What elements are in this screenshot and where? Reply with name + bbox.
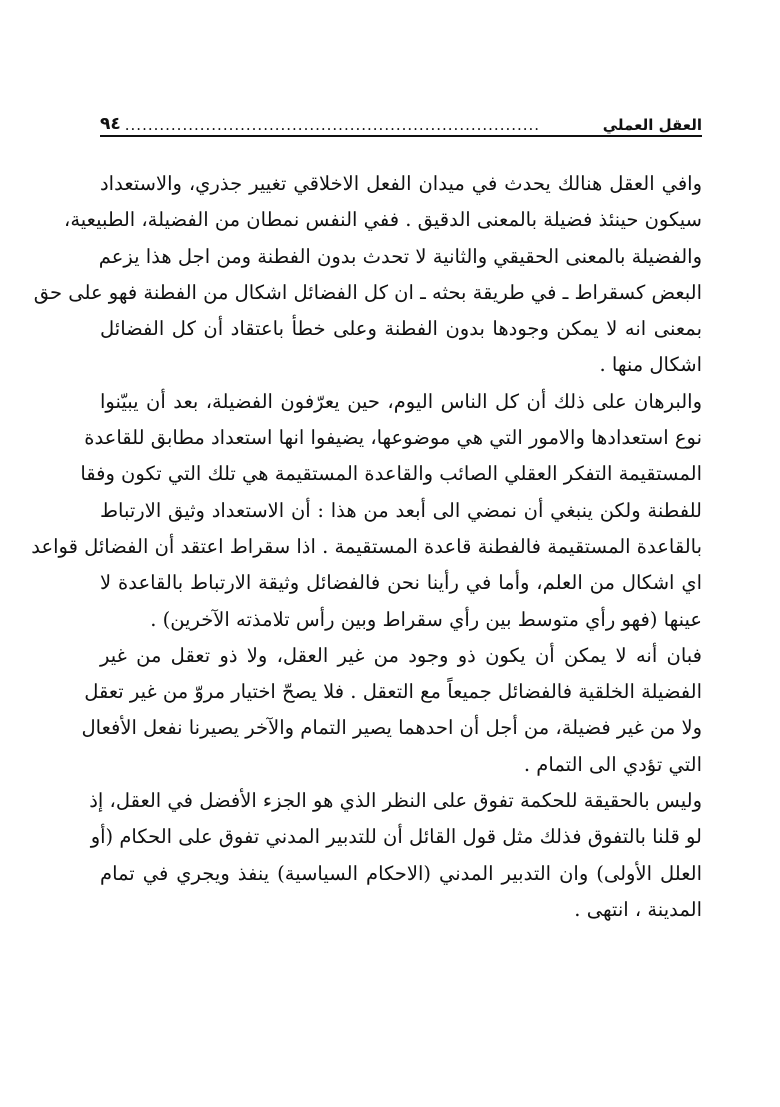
paragraph xyxy=(89,783,702,928)
text-line: الفضيلة الخلقية فالفضائل جميعاً مع التعقل . فلا يصحّ اختيار مروّ من غير تعقل xyxy=(84,680,702,704)
text-line: نوع استعدادها والامور التي هي موضوعها، يضيفوا انها استعداد مطابق للقاعدة xyxy=(84,426,702,450)
paragraph xyxy=(81,638,702,783)
text-line: بمعنى انه لا يمكن وجودها بدون الفطنة وعلى خطأ باعتقاد أن كل الفضائل xyxy=(100,317,702,341)
text-line: البعض كسقراط ـ في طريقة بحثه ـ ان كل الفضائل اشكال من الفطنة فهو على حق xyxy=(33,280,702,304)
header-rule xyxy=(100,135,702,137)
text-line: بالقاعدة المستقيمة فالفطنة قاعدة المستقيمة . اذا سقراط اعتقد أن الفضائل قواعد xyxy=(31,534,702,558)
text-line: اي اشكال من العلم، وأما في رأينا نحن فالفضائل وثيقة الارتباط بالقاعدة لا xyxy=(100,571,702,595)
text-line: اشكال منها . xyxy=(599,353,702,377)
paragraph xyxy=(33,166,702,384)
text-line: عينها (فهو رأي متوسط بين رأي سقراط وبين رأس تلامذته الآخرين) . xyxy=(150,607,702,631)
leader-dots: ........................................................................ xyxy=(124,116,541,134)
text-line: ولا من غير فضيلة، من أجل أن احدهما يصير التمام والآخر يصيرنا نفعل الأفعال xyxy=(81,716,702,740)
text-line: التي تؤدي الى التمام . xyxy=(523,752,702,776)
text-line: وليس بالحقيقة للحكمة تفوق على النظر الذي هو الجزء الأفضل في العقل، إذ xyxy=(89,789,702,813)
text-line: العلل الأولى) وان التدبير المدني (الاحكام السياسية) ينفذ ويجري في تمام xyxy=(100,861,702,885)
running-head xyxy=(100,104,702,134)
page-number: ٩٤ xyxy=(100,114,121,134)
text-line: وافي العقل هنالك يحدث في ميدان الفعل الاخلاقي تغيير جذري، والاستعداد xyxy=(100,172,702,195)
text-line: المدينة ، انتهى . xyxy=(574,897,702,921)
body-text xyxy=(31,166,702,928)
text-line: والبرهان على ذلك أن كل الناس اليوم، حين يعرّفون الفضيلة، بعد أن يبيّنوا xyxy=(100,389,702,413)
text-line: المستقيمة التفكر العقلي الصائب والقاعدة المستقيمة هي تلك التي تكون وفقا xyxy=(80,462,702,486)
text-line: للفطنة ولكن ينبغي أن نمضي الى أبعد من هذا : أن الاستعداد وثيق الارتباط xyxy=(100,498,702,522)
paragraph xyxy=(31,384,702,638)
text-line: فبان أنه لا يمكن أن يكون ذو وجود من غير العقل، ولا ذو تعقل من غير xyxy=(100,643,702,667)
text-line: لو قلنا بالتفوق فذلك مثل قول القائل أن للتدبير المدني تفوق على الحكام (أو xyxy=(90,825,702,849)
running-title: العقل العملي xyxy=(602,116,702,134)
text-line: سيكون حينئذ فضيلة بالمعنى الدقيق . ففي النفس نمطان من الفضيلة، الطبيعية، xyxy=(64,208,702,232)
text-line: والفضيلة بالمعنى الحقيقي والثانية لا تحدث بدون الفطنة ومن اجل هذا يزعم xyxy=(98,244,702,268)
